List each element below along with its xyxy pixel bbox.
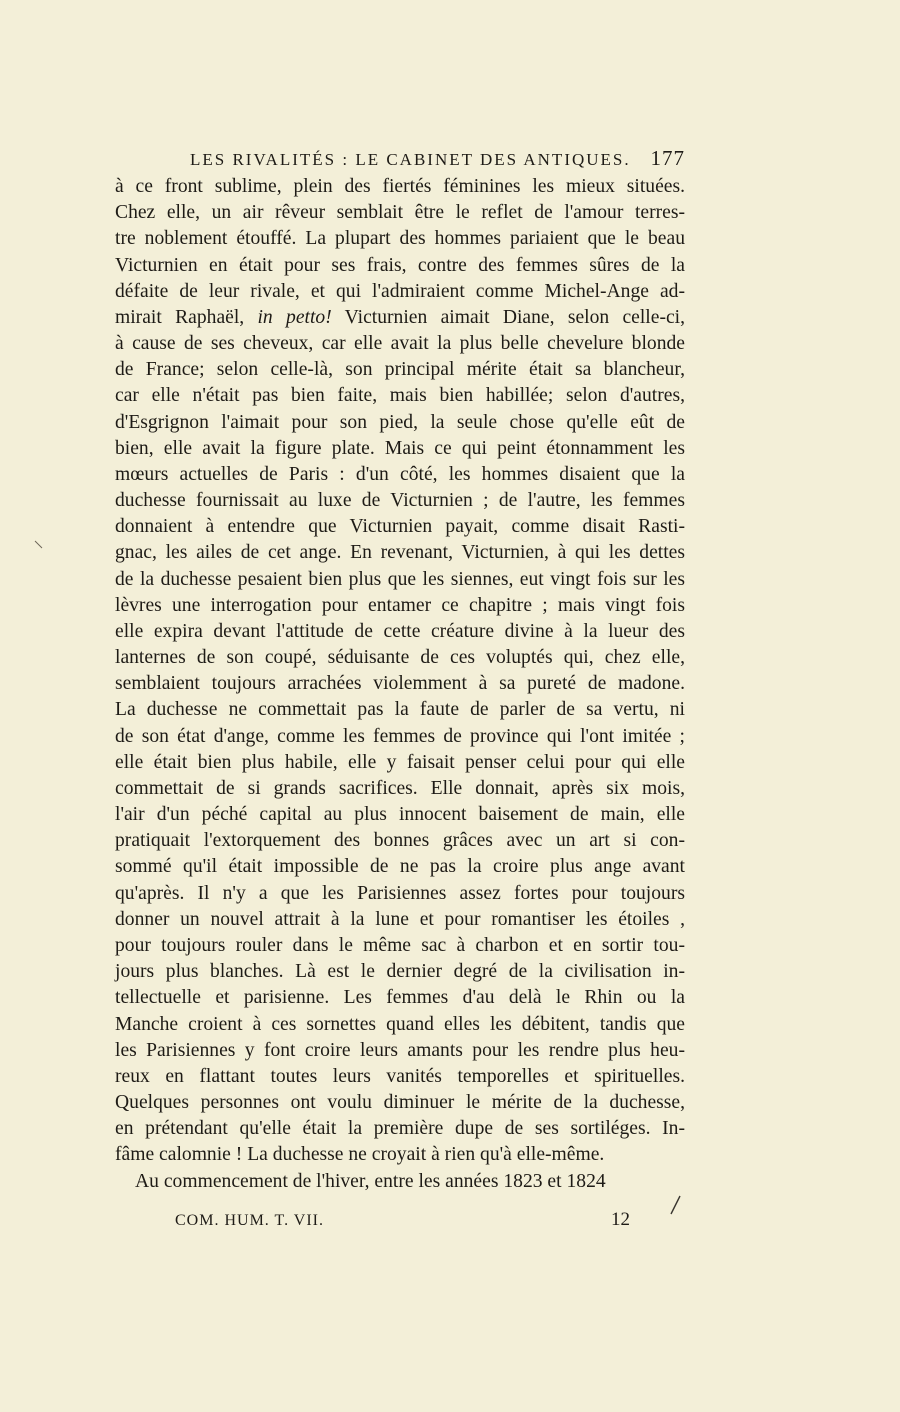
running-head: [190, 146, 685, 171]
text-line: l'air d'un péché capital au plus innocent baisement de main, elle: [115, 804, 685, 826]
text-line: commettait de si grands sacrifices. Elle donnait, après six mois,: [115, 777, 685, 799]
text-line: défaite de leur rivale, et qui l'admiraient comme Michel-Ange ad-: [115, 280, 685, 302]
text-line: tellectuelle et parisienne. Les femmes d'au delà le Rhin ou la: [115, 987, 685, 1009]
text-line: Manche croient à ces sornettes quand elles les débitent, tandis que: [115, 1013, 685, 1035]
text-line: car elle n'était pas bien faite, mais bien habillée; selon d'autres,: [115, 385, 685, 407]
text-line: mirait Raphaël, in petto! Victurnien aimait Diane, selon celle-ci,: [115, 306, 686, 328]
text-line: duchesse fournissait au luxe de Victurnien ; de l'autre, les femmes: [115, 490, 685, 512]
italic-phrase: in petto!: [257, 306, 332, 328]
text-line: fâme calomnie ! La duchesse ne croyait à rien qu'à elle-même.: [115, 1144, 605, 1166]
text-line: Victurnien en était pour ses frais, contre des femmes sûres de la: [115, 254, 685, 276]
text-line: semblaient toujours arrachées violemment à sa pureté de madone.: [115, 673, 685, 695]
footer-collection: COM. HUM. T. VII.: [175, 1212, 325, 1229]
footer-signature: 12: [611, 1209, 630, 1230]
text-line: jours plus blanches. Là est le dernier degré de la civilisation in-: [115, 961, 685, 983]
text-line: sommé qu'il était impossible de ne pas la croire plus ange avant: [115, 856, 685, 878]
text-line: mœurs actuelles de Paris : d'un côté, les hommes disaient que la: [115, 463, 685, 485]
text-line: Chez elle, un air rêveur semblait être le reflet de l'amour terres-: [115, 202, 685, 224]
text-line: donnaient à entendre que Victurnien payait, comme disait Rasti-: [115, 516, 685, 538]
text-line: elle expira devant l'attitude de cette créature divine à la lueur des: [115, 620, 685, 642]
text-line: gnac, les ailes de cet ange. En revenant, Victurnien, à qui les dettes: [115, 542, 685, 564]
text-line: pratiquait l'extorquement des bonnes grâces avec un art si con-: [115, 830, 685, 852]
running-title: LES RIVALITÉS : LE CABINET DES ANTIQUES.: [190, 150, 631, 169]
text-line: elle était bien plus habile, elle y faisait penser celui pour qui elle: [115, 751, 685, 773]
text-line: pour toujours rouler dans le même sac à charbon et en sortir tou-: [115, 934, 685, 956]
text-line: bien, elle avait la figure plate. Mais ce qui peint étonnamment les: [115, 437, 685, 459]
text-line: de son état d'ange, comme les femmes de province qui l'ont imitée ;: [115, 725, 685, 747]
page-number: 177: [650, 146, 685, 170]
text-line: qu'après. Il n'y a que les Parisiennes assez fortes pour toujours: [115, 882, 685, 904]
text-line: à cause de ses cheveux, car elle avait la plus belle chevelure blonde: [115, 333, 685, 355]
text-line: reux en flattant toutes leurs vanités temporelles et spirituelles.: [115, 1065, 685, 1087]
text-line: Au commencement de l'hiver, entre les années 1823 et 1824: [135, 1170, 606, 1192]
text-line: d'Esgrignon l'aimait pour son pied, la seule chose qu'elle eût de: [115, 411, 685, 433]
text-line: en prétendant qu'elle était la première dupe de ses sortiléges. In-: [115, 1118, 685, 1140]
text-line: Quelques personnes ont voulu diminuer le mérite de la duchesse,: [115, 1092, 685, 1114]
text-line: tre noblement étouffé. La plupart des hommes pariaient que le beau: [115, 228, 685, 250]
page-footer: [175, 1209, 630, 1231]
text-line: lanternes de son coupé, séduisante de ces voluptés qui, chez elle,: [115, 647, 685, 669]
text-line: les Parisiennes y font croire leurs amants pour les rendre plus heu-: [115, 1039, 685, 1061]
pencil-mark-icon: [668, 1194, 682, 1216]
text-line: à ce front sublime, plein des fiertés féminines les mieux situées.: [115, 176, 685, 197]
margin-mark-icon: [34, 540, 44, 550]
text-line: de France; selon celle-là, son principal mérite était sa blancheur,: [115, 359, 685, 381]
text-line: donner un nouvel attrait à la lune et pour romantiser les étoiles ,: [115, 908, 685, 930]
body-text: [115, 174, 685, 1195]
text-line: de la duchesse pesaient bien plus que les siennes, eut vingt fois sur les: [115, 568, 685, 590]
text-line: lèvres une interrogation pour entamer ce chapitre ; mais vingt fois: [115, 594, 685, 616]
text-line: La duchesse ne commettait pas la faute de parler de sa vertu, ni: [115, 699, 685, 721]
